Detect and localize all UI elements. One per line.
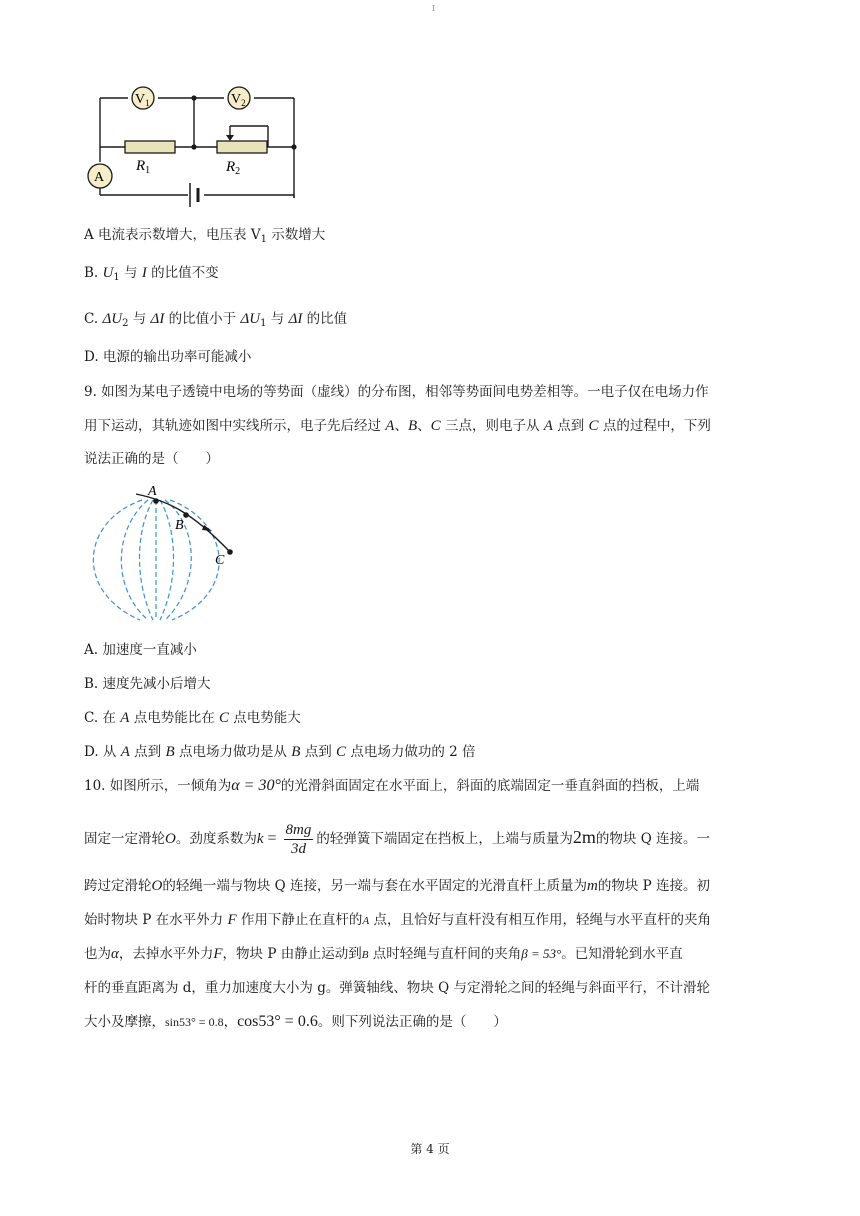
q10-line-4: 始时物块 P 在水平外力 F 作用下静止在直杆的A 点，且恰好与直杆没有相互作用，轻绳与水平直杆的夹角 (84, 912, 711, 928)
q8-option-c: C. $\Delta U_2$ 与 ΔI 的比值小于 $\Delta U_1$ 与 ΔI 的比值 (84, 311, 348, 329)
svg-text:A: A (148, 484, 157, 499)
q8-option-d: D. 电源的输出功率可能减小 (84, 349, 252, 365)
q10-line-6: 杆的垂直距离为 d，重力加速度大小为 g。弹簧轴线、物块 Q 与定滑轮之间的轻绳与斜面平行，不计滑轮 (84, 980, 711, 996)
equipotential-diagram (80, 482, 250, 632)
svg-text:B: B (175, 518, 184, 533)
q9-option-c: C. 在 A 点电势能比在 C 点电势能大 (84, 710, 301, 726)
spring-constant-fraction: $\frac{8mg}{3d}$ (285, 822, 312, 857)
q10-line-5: 也为α，去掉水平外力F，物块 P 由静止运动到B 点时轻绳与直杆间的夹角β = 53°。已知滑轮到水平直 (84, 946, 683, 962)
svg-text:V1: $V_1$ (135, 92, 150, 108)
q9-option-b: B. 速度先减小后增大 (84, 676, 211, 692)
q9-stem-line-1: 9. 如图为某电子透镜中电场的等势面（虚线）的分布图，相邻等势面间电势差相等。一电子仅在电场力作 (84, 384, 709, 400)
svg-text:V2: $V_2$ (231, 92, 246, 108)
header-mark: I (432, 4, 436, 13)
q10-line-3: 跨过定滑轮O的轻绳一端与物块 Q 连接，另一端与套在水平固定的光滑直杆上质量为m的物块 P 连接。初 (84, 878, 711, 894)
q8-option-b: B. $U_1$ 与 I 的比值不变 (84, 265, 219, 283)
q9-option-d: D. 从 A 点到 B 点电场力做功是从 B 点到 C 点电场力做功的 2 倍 (84, 744, 476, 760)
q10-line-7: 大小及摩擦，sin53° = 0.8，cos53° = 0.6。则下列说法正确的是（ ） (84, 1013, 507, 1030)
q9-stem-line-2: 用下运动，其轨迹如图中实线所示，电子先后经过 A、B、C 三点，则电子从 A 点到 C 点的过程中，下列 (84, 418, 711, 434)
q10-line-2: 固定一定滑轮O。劲度系数为k = $\frac{8mg}{3d}$ 的轻弹簧下端固定在挡板上，上端与质量为2m的物块 Q 连接。一 (84, 822, 711, 857)
svg-text:A: A (94, 170, 105, 185)
q10-line-1: 10. 如图所示，一倾角为α = 30°的光滑斜面固定在水平面上，斜面的底端固定一垂直斜面的挡板，上端 (84, 777, 700, 794)
resistor-r1 (125, 141, 175, 153)
resistor-r2 (217, 141, 267, 153)
svg-text:R2: $R_2$ (226, 159, 241, 177)
q8-option-a: A 电流表示数增大，电压表 $V_1$ 示数增大 (84, 227, 326, 245)
page-number: 第 4 页 (410, 1142, 450, 1156)
q9-option-a: A. 加速度一直减小 (84, 642, 197, 658)
svg-text:R1: $R_1$ (136, 158, 151, 176)
svg-text:C: C (215, 553, 225, 568)
circuit-diagram (80, 80, 310, 220)
q9-stem-line-3: 说法正确的是（ ） (84, 451, 219, 467)
